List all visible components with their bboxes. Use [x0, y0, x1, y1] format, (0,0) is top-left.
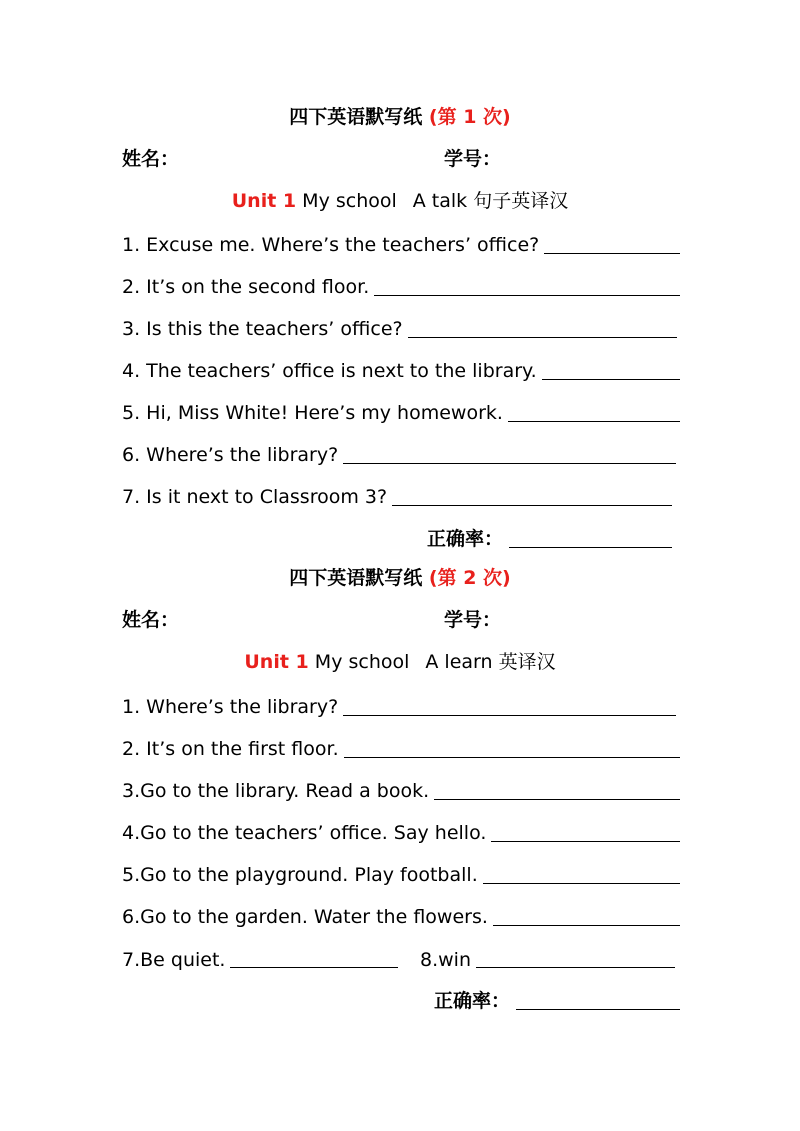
- sheet1-item-7-text: 7. Is it next to Classroom 3?: [122, 486, 388, 508]
- sheet1-item-4-text: 4. The teachers’ office is next to the library.: [122, 360, 537, 382]
- sheet2-item-5-text: 5.Go to the playground. Play football.: [122, 864, 478, 886]
- sheet2-student-info: [122, 606, 680, 634]
- sheet1-student-info: [122, 145, 680, 173]
- accuracy-line[interactable]: [516, 990, 680, 1010]
- sheet2-item-7: [122, 941, 398, 971]
- answer-line[interactable]: [374, 276, 680, 296]
- sheet2-item-2: [122, 731, 680, 761]
- answer-line[interactable]: [344, 738, 680, 758]
- answer-line[interactable]: [230, 948, 398, 968]
- answer-line[interactable]: [491, 822, 680, 842]
- sheet2-accuracy-label: 正确率：: [434, 990, 511, 1012]
- sheet1-section: A talk: [412, 190, 468, 212]
- sheet1-item-5: [122, 395, 680, 425]
- sheet2-item-1-text: 1. Where’s the library?: [122, 696, 339, 718]
- sheet1-item-3-text: 3. Is this the teachers’ office?: [122, 318, 403, 340]
- answer-line[interactable]: [434, 780, 680, 800]
- sheet2-number-label: 学号：: [444, 609, 502, 631]
- sheet1-name-label: 姓名：: [122, 148, 180, 170]
- sheet2-unit-heading: [0, 648, 800, 676]
- sheet2-item-8: [420, 941, 675, 971]
- sheet2-item-3-text: 3.Go to the library. Read a book.: [122, 780, 430, 802]
- sheet1-unit-label: Unit 1: [231, 190, 297, 212]
- sheet2-items-7-8: [122, 941, 678, 971]
- sheet2-item-6: [122, 899, 680, 929]
- answer-line[interactable]: [544, 234, 680, 254]
- sheet1-item-7: [122, 479, 672, 509]
- sheet2-item-6-text: 6.Go to the garden. Water the flowers.: [122, 906, 488, 928]
- answer-line[interactable]: [483, 864, 680, 884]
- sheet2-item-8-text: 8.win: [420, 949, 471, 971]
- sheet1-task: 句子英译汉: [473, 190, 569, 212]
- sheet1-item-5-text: 5. Hi, Miss White! Here’s my homework.: [122, 402, 503, 424]
- sheet1-item-3: [122, 311, 677, 341]
- sheet2-item-5: [122, 857, 680, 887]
- sheet2-name-label: 姓名：: [122, 609, 180, 631]
- sheet2-item-7-text: 7.Be quiet.: [122, 949, 226, 971]
- accuracy-line[interactable]: [509, 528, 672, 548]
- sheet2-item-3: [122, 773, 680, 803]
- answer-line[interactable]: [476, 948, 675, 968]
- sheet1-attempt: (第 1 次): [428, 106, 511, 128]
- sheet1-title: [0, 103, 800, 131]
- sheet1-item-4: [122, 353, 680, 383]
- answer-line[interactable]: [493, 906, 680, 926]
- sheet2-unit-label: Unit 1: [244, 651, 309, 673]
- sheet2-title-text: 四下英语默写纸: [289, 567, 423, 589]
- sheet2-unit-title: My school: [314, 651, 410, 673]
- sheet1-number-label: 学号：: [444, 148, 502, 170]
- sheet1-item-1-text: 1. Excuse me. Where’s the teachers’ office?: [122, 234, 540, 256]
- sheet1-item-2: [122, 269, 680, 299]
- answer-line[interactable]: [343, 444, 676, 464]
- answer-line[interactable]: [392, 486, 672, 506]
- sheet2-task: 英译汉: [498, 651, 556, 673]
- sheet1-item-6: [122, 437, 676, 467]
- sheet1-unit-title: My school: [302, 190, 397, 212]
- answer-line[interactable]: [508, 402, 680, 422]
- sheet1-accuracy-label: 正确率：: [427, 528, 504, 550]
- answer-line[interactable]: [343, 696, 676, 716]
- answer-line[interactable]: [408, 318, 677, 338]
- sheet2-item-4: [122, 815, 680, 845]
- sheet1-title-text: 四下英语默写纸: [289, 106, 423, 128]
- sheet2-item-4-text: 4.Go to the teachers’ office. Say hello.: [122, 822, 487, 844]
- sheet2-attempt: (第 2 次): [428, 567, 511, 589]
- sheet1-unit-heading: [0, 187, 800, 215]
- sheet1-item-6-text: 6. Where’s the library?: [122, 444, 339, 466]
- sheet2-item-1: [122, 689, 676, 719]
- sheet1-item-1: [122, 227, 680, 257]
- sheet2-section: A learn: [425, 651, 493, 673]
- sheet1-accuracy: [427, 521, 672, 551]
- sheet2-accuracy: [434, 983, 680, 1013]
- sheet2-item-2-text: 2. It’s on the first floor.: [122, 738, 339, 760]
- sheet1-item-2-text: 2. It’s on the second floor.: [122, 276, 370, 298]
- sheet2-title: [0, 564, 800, 592]
- answer-line[interactable]: [542, 360, 680, 380]
